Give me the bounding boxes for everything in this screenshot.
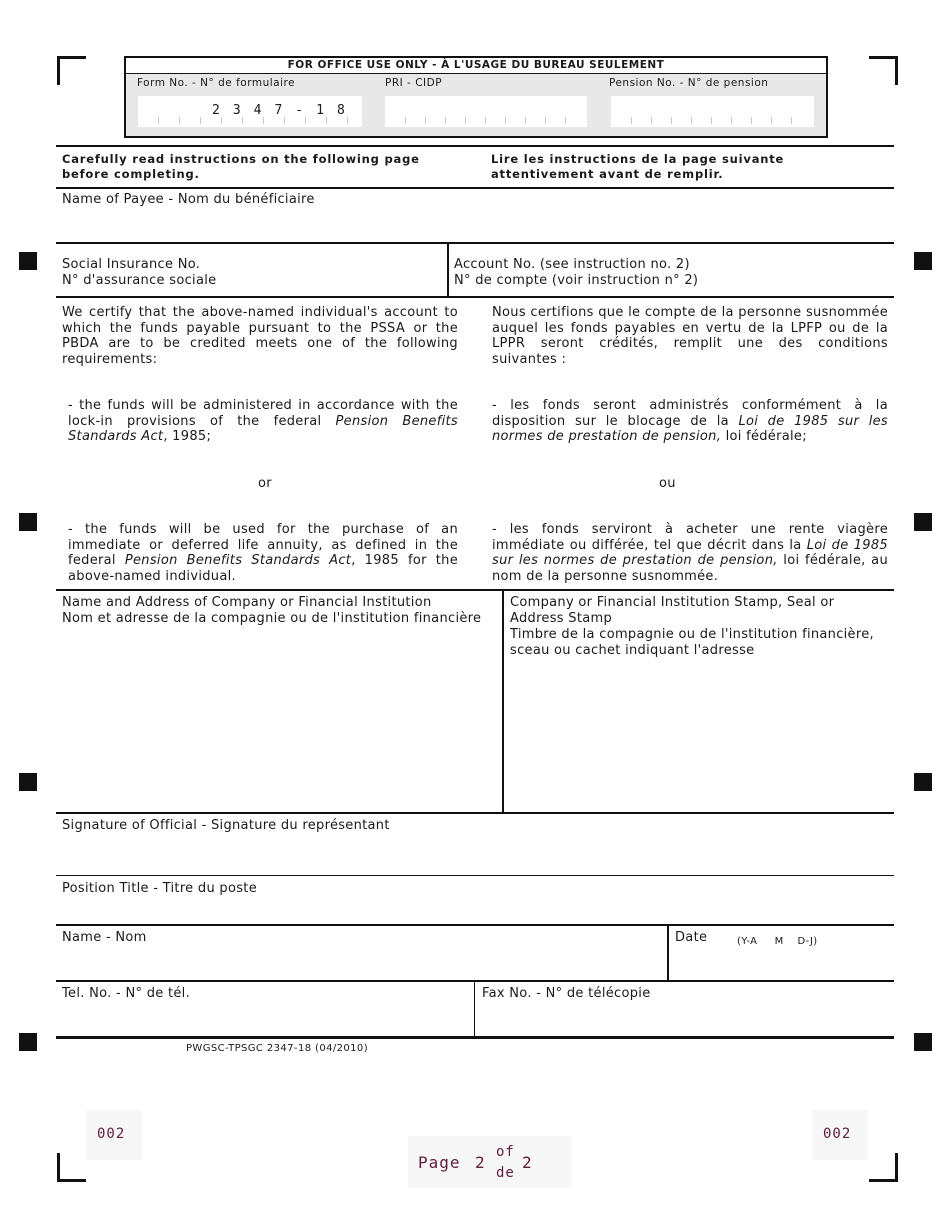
registration-mark	[19, 1033, 37, 1051]
divider	[56, 812, 894, 814]
position-title-label: Position Title - Titre du poste	[62, 881, 258, 896]
fax-field[interactable]	[476, 1004, 894, 1034]
date-format-hint: (Y-A M D-J)	[737, 936, 818, 947]
form-no-label: Form No. - N° de formulaire	[137, 77, 296, 89]
divider	[56, 145, 894, 147]
payee-field[interactable]	[56, 210, 894, 242]
tel-field[interactable]	[56, 1004, 472, 1034]
divider	[56, 187, 894, 189]
fax-label: Fax No. - N° de télécopie	[482, 986, 651, 1001]
pension-no-field[interactable]	[611, 96, 814, 127]
company-name-address-field[interactable]	[56, 630, 500, 810]
page-total: 2	[522, 1153, 533, 1172]
page-word: Page	[418, 1153, 461, 1172]
footer-right-number: 002	[823, 1126, 852, 1142]
certify-option1-en: - the funds will be administered in accordance with the lock-in provisions of the federal Pension Benefits Standards Act, 1985;	[68, 398, 458, 445]
registration-mark	[914, 773, 932, 791]
date-label: Date	[675, 930, 708, 945]
certify-option2-fr: - les fonds serviront à acheter une rente viagère immédiate ou différée, tel que décrit dans la Loi de 1985 sur les normes de prestation de pension, loi fédérale, au nom de la personne susnommée.	[492, 522, 888, 584]
company-name-label-fr: Nom et adresse de la compagnie ou de l'institution financière	[62, 611, 482, 626]
company-stamp-label-en: Company or Financial Institution Stamp, Seal or Address Stamp	[510, 595, 835, 626]
account-label-en: Account No. (see instruction no. 2)	[454, 257, 690, 272]
divider	[56, 924, 894, 926]
registration-mark	[914, 252, 932, 270]
company-stamp-area[interactable]	[505, 660, 894, 810]
form-no-value: 2347-18	[212, 103, 358, 118]
certify-intro-en: We certify that the above-named individual's account to which the funds payable pursuant to the PSSA or the PBDA are to be credited meets one of the following requirements:	[62, 305, 458, 367]
certify-option2-en: - the funds will be used for the purchase of an immediate or deferred life annuity, as defined in the federal Pension Benefits Standards Act, 1985 for the above-named individual.	[68, 522, 459, 584]
certify-option1-fr: - les fonds seront administrés conformément à la disposition sur le blocage de la Loi de 1985 sur les normes de prestation de pension, loi fédérale;	[492, 398, 888, 445]
instructions-fr: Lire les instructions de la page suivante attentivement avant de remplir.	[491, 152, 785, 181]
form-code: PWGSC-TPSGC 2347-18 (04/2010)	[186, 1043, 368, 1054]
divider	[56, 589, 894, 591]
divider	[56, 980, 894, 982]
divider	[56, 296, 894, 298]
registration-mark	[19, 513, 37, 531]
pri-field[interactable]	[385, 96, 587, 127]
account-label-fr: N° de compte (voir instruction n° 2)	[454, 273, 699, 288]
corner-mark-top-right	[869, 56, 898, 85]
sin-label-en: Social Insurance No.	[62, 257, 201, 272]
page-current: 2	[475, 1153, 486, 1172]
instructions-en: Carefully read instructions on the following page before completing.	[62, 152, 420, 181]
sin-label-fr: N° d'assurance sociale	[62, 273, 217, 288]
office-use-title: FOR OFFICE USE ONLY - À L'USAGE DU BUREAU SEULEMENT	[126, 58, 826, 74]
payee-label: Name of Payee - Nom du bénéficiaire	[62, 192, 315, 207]
certify-intro-fr: Nous certifions que le compte de la personne susnommée auquel les fonds payables en vertu de la LPFP ou de la LPPR seront crédités, remplit une des conditions suivantes :	[492, 305, 888, 367]
divider	[667, 925, 669, 980]
registration-mark	[914, 513, 932, 531]
position-title-field[interactable]	[56, 899, 894, 923]
divider	[56, 875, 894, 876]
signature-label: Signature of Official - Signature du représentant	[62, 818, 390, 833]
registration-mark	[914, 1033, 932, 1051]
corner-mark-top-left	[57, 56, 86, 85]
footer-left-number: 002	[97, 1126, 126, 1142]
company-name-label-en: Name and Address of Company or Financial Institution	[62, 595, 432, 610]
company-stamp-label-fr: Timbre de la compagnie ou de l'institution financière, sceau ou cachet indiquant l'adresse	[510, 627, 874, 658]
tel-label: Tel. No. - N° de tél.	[62, 986, 191, 1001]
name-label: Name - Nom	[62, 930, 147, 945]
corner-mark-bottom-right	[869, 1153, 898, 1182]
pri-label: PRI - CIDP	[385, 77, 443, 89]
signature-field[interactable]	[56, 836, 894, 874]
office-use-box	[124, 56, 828, 138]
page-de: de	[496, 1165, 515, 1181]
name-field[interactable]	[56, 948, 664, 978]
page-of: of	[496, 1144, 515, 1160]
registration-mark	[19, 773, 37, 791]
pension-no-label: Pension No. - N° de pension	[609, 77, 769, 89]
or-label: or	[258, 476, 272, 491]
registration-mark	[19, 252, 37, 270]
divider	[56, 1036, 894, 1039]
divider	[502, 590, 504, 813]
divider	[474, 981, 475, 1036]
corner-mark-bottom-left	[57, 1153, 86, 1182]
date-field[interactable]	[670, 950, 894, 978]
form-no-field[interactable]	[138, 96, 362, 127]
ou-label: ou	[659, 476, 676, 491]
